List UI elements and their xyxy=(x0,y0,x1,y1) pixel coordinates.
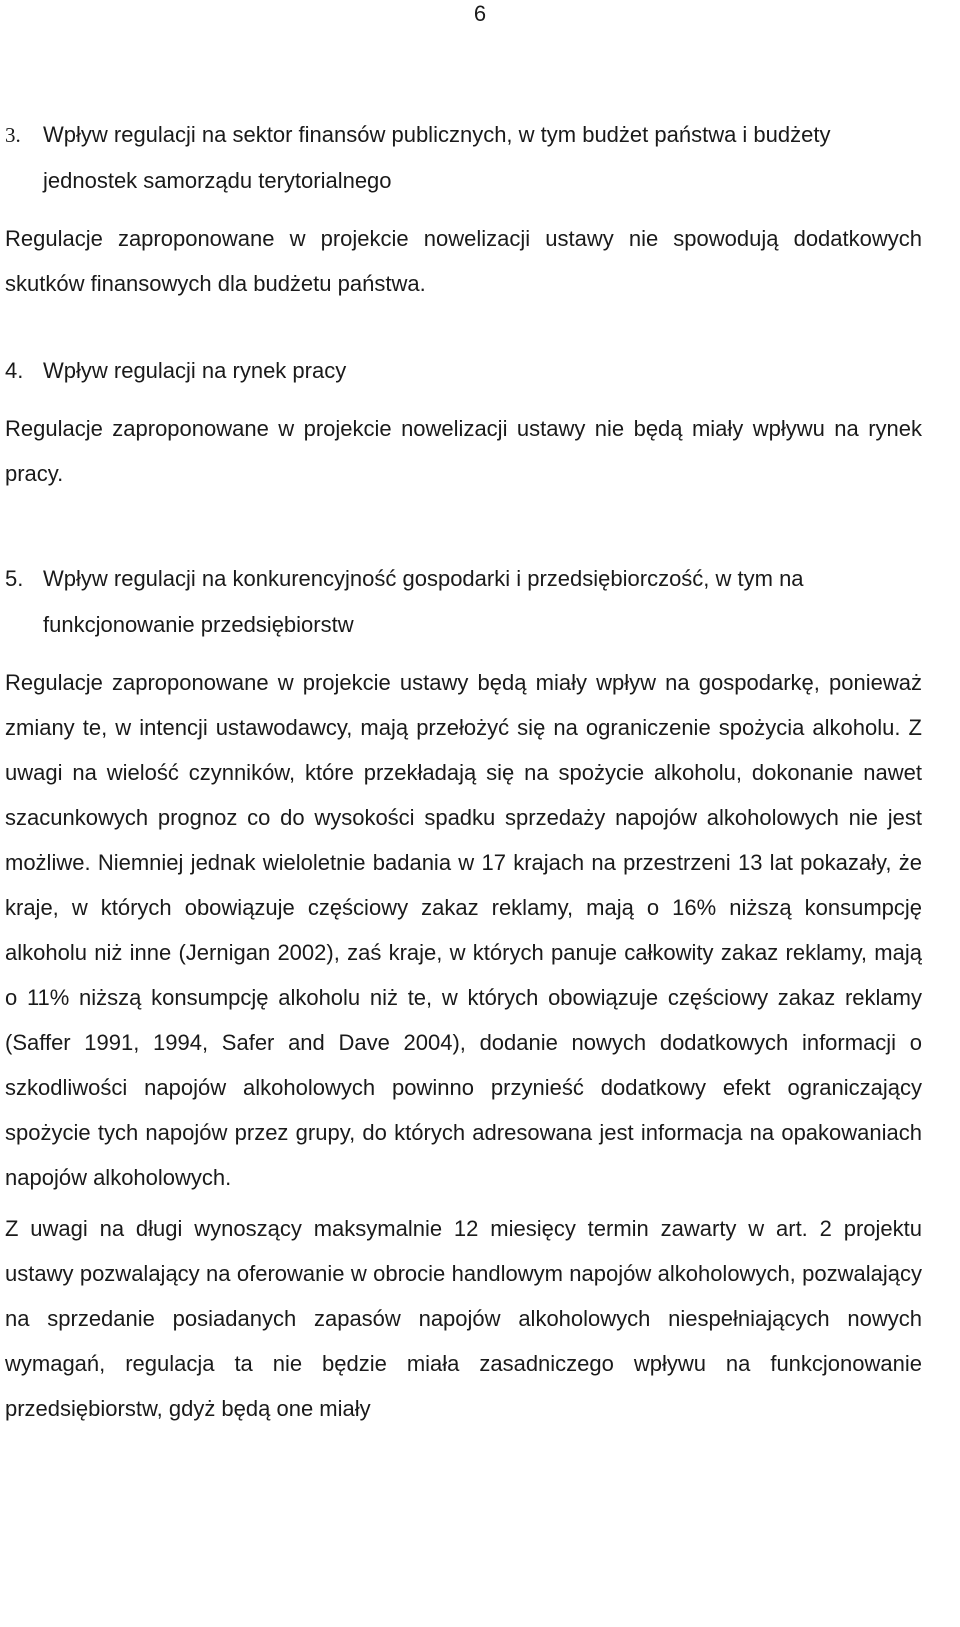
section-title: Wpływ regulacji na konkurencyjność gospodarki i przedsiębiorczość, w tym na funkcjonowanie przedsiębiorstw xyxy=(43,566,804,637)
section-heading-5 xyxy=(5,556,922,648)
section-paragraph: Regulacje zaproponowane w projekcie nowelizacji ustawy nie spowodują dodatkowych skutków finansowych dla budżetu państwa. xyxy=(5,226,922,296)
section-number: 5. xyxy=(5,566,24,591)
section-title: Wpływ regulacji na sektor finansów publicznych, w tym budżet państwa i budżety jednostek samorządu terytorialnego xyxy=(43,122,831,193)
section-paragraph: Z uwagi na długi wynoszący maksymalnie 12 miesięcy termin zawarty w art. 2 projektu ustawy pozwalający na oferowanie w obrocie handlowym napojów alkoholowych, pozwalający na sprzedanie posiadanych zapasów napojów alkoholowych niespełniających nowych wymagań, regulacja ta nie będzie miała zasadniczego wpływu na funkcjonowanie przedsiębiorstw, gdyż będą one miały xyxy=(5,1216,922,1421)
document-body xyxy=(5,112,922,1431)
section-title: Wpływ regulacji na rynek pracy xyxy=(43,358,347,383)
section-paragraph: Regulacje zaproponowane w projekcie nowelizacji ustawy nie będą miały wpływu na rynek pracy. xyxy=(5,416,922,486)
section-heading-4 xyxy=(5,348,922,394)
page-number: 6 xyxy=(473,1,487,26)
section-paragraph: Regulacje zaproponowane w projekcie ustawy będą miały wpływ na gospodarkę, ponieważ zmiany te, w intencji ustawodawcy, mają przełożyć się na ograniczenie spożycia alkoholu. Z uwagi na wielość czynników, które przekładają się na spożycie alkoholu, dokonanie nawet szacunkowych prognoz co do wysokości spadku sprzedaży napojów alkoholowych nie jest możliwe. Niemniej jednak wieloletnie badania w 17 krajach na przestrzeni 13 lat pokazały, że kraje, w których obowiązuje częściowy zakaz reklamy, mają o 16% niższą konsumpcję alkoholu niż inne (Jernigan 2002), zaś kraje, w których panuje całkowity zakaz reklamy, mają o 11% niższą konsumpcję alkoholu niż te, w których obowiązuje częściowy zakaz reklamy (Saffer 1991, 1994, Safer and Dave 2004), dodanie nowych dodatkowych informacji o szkodliwości napojów alkoholowych powinno przynieść dodatkowy efekt ograniczający spożycie tych napojów przez grupy, do których adresowana jest informacja na opakowaniach napojów alkoholowych. xyxy=(5,670,922,1190)
section-number: 4. xyxy=(5,358,24,383)
section-heading-3 xyxy=(5,112,922,204)
section-number: 3. xyxy=(5,123,21,147)
